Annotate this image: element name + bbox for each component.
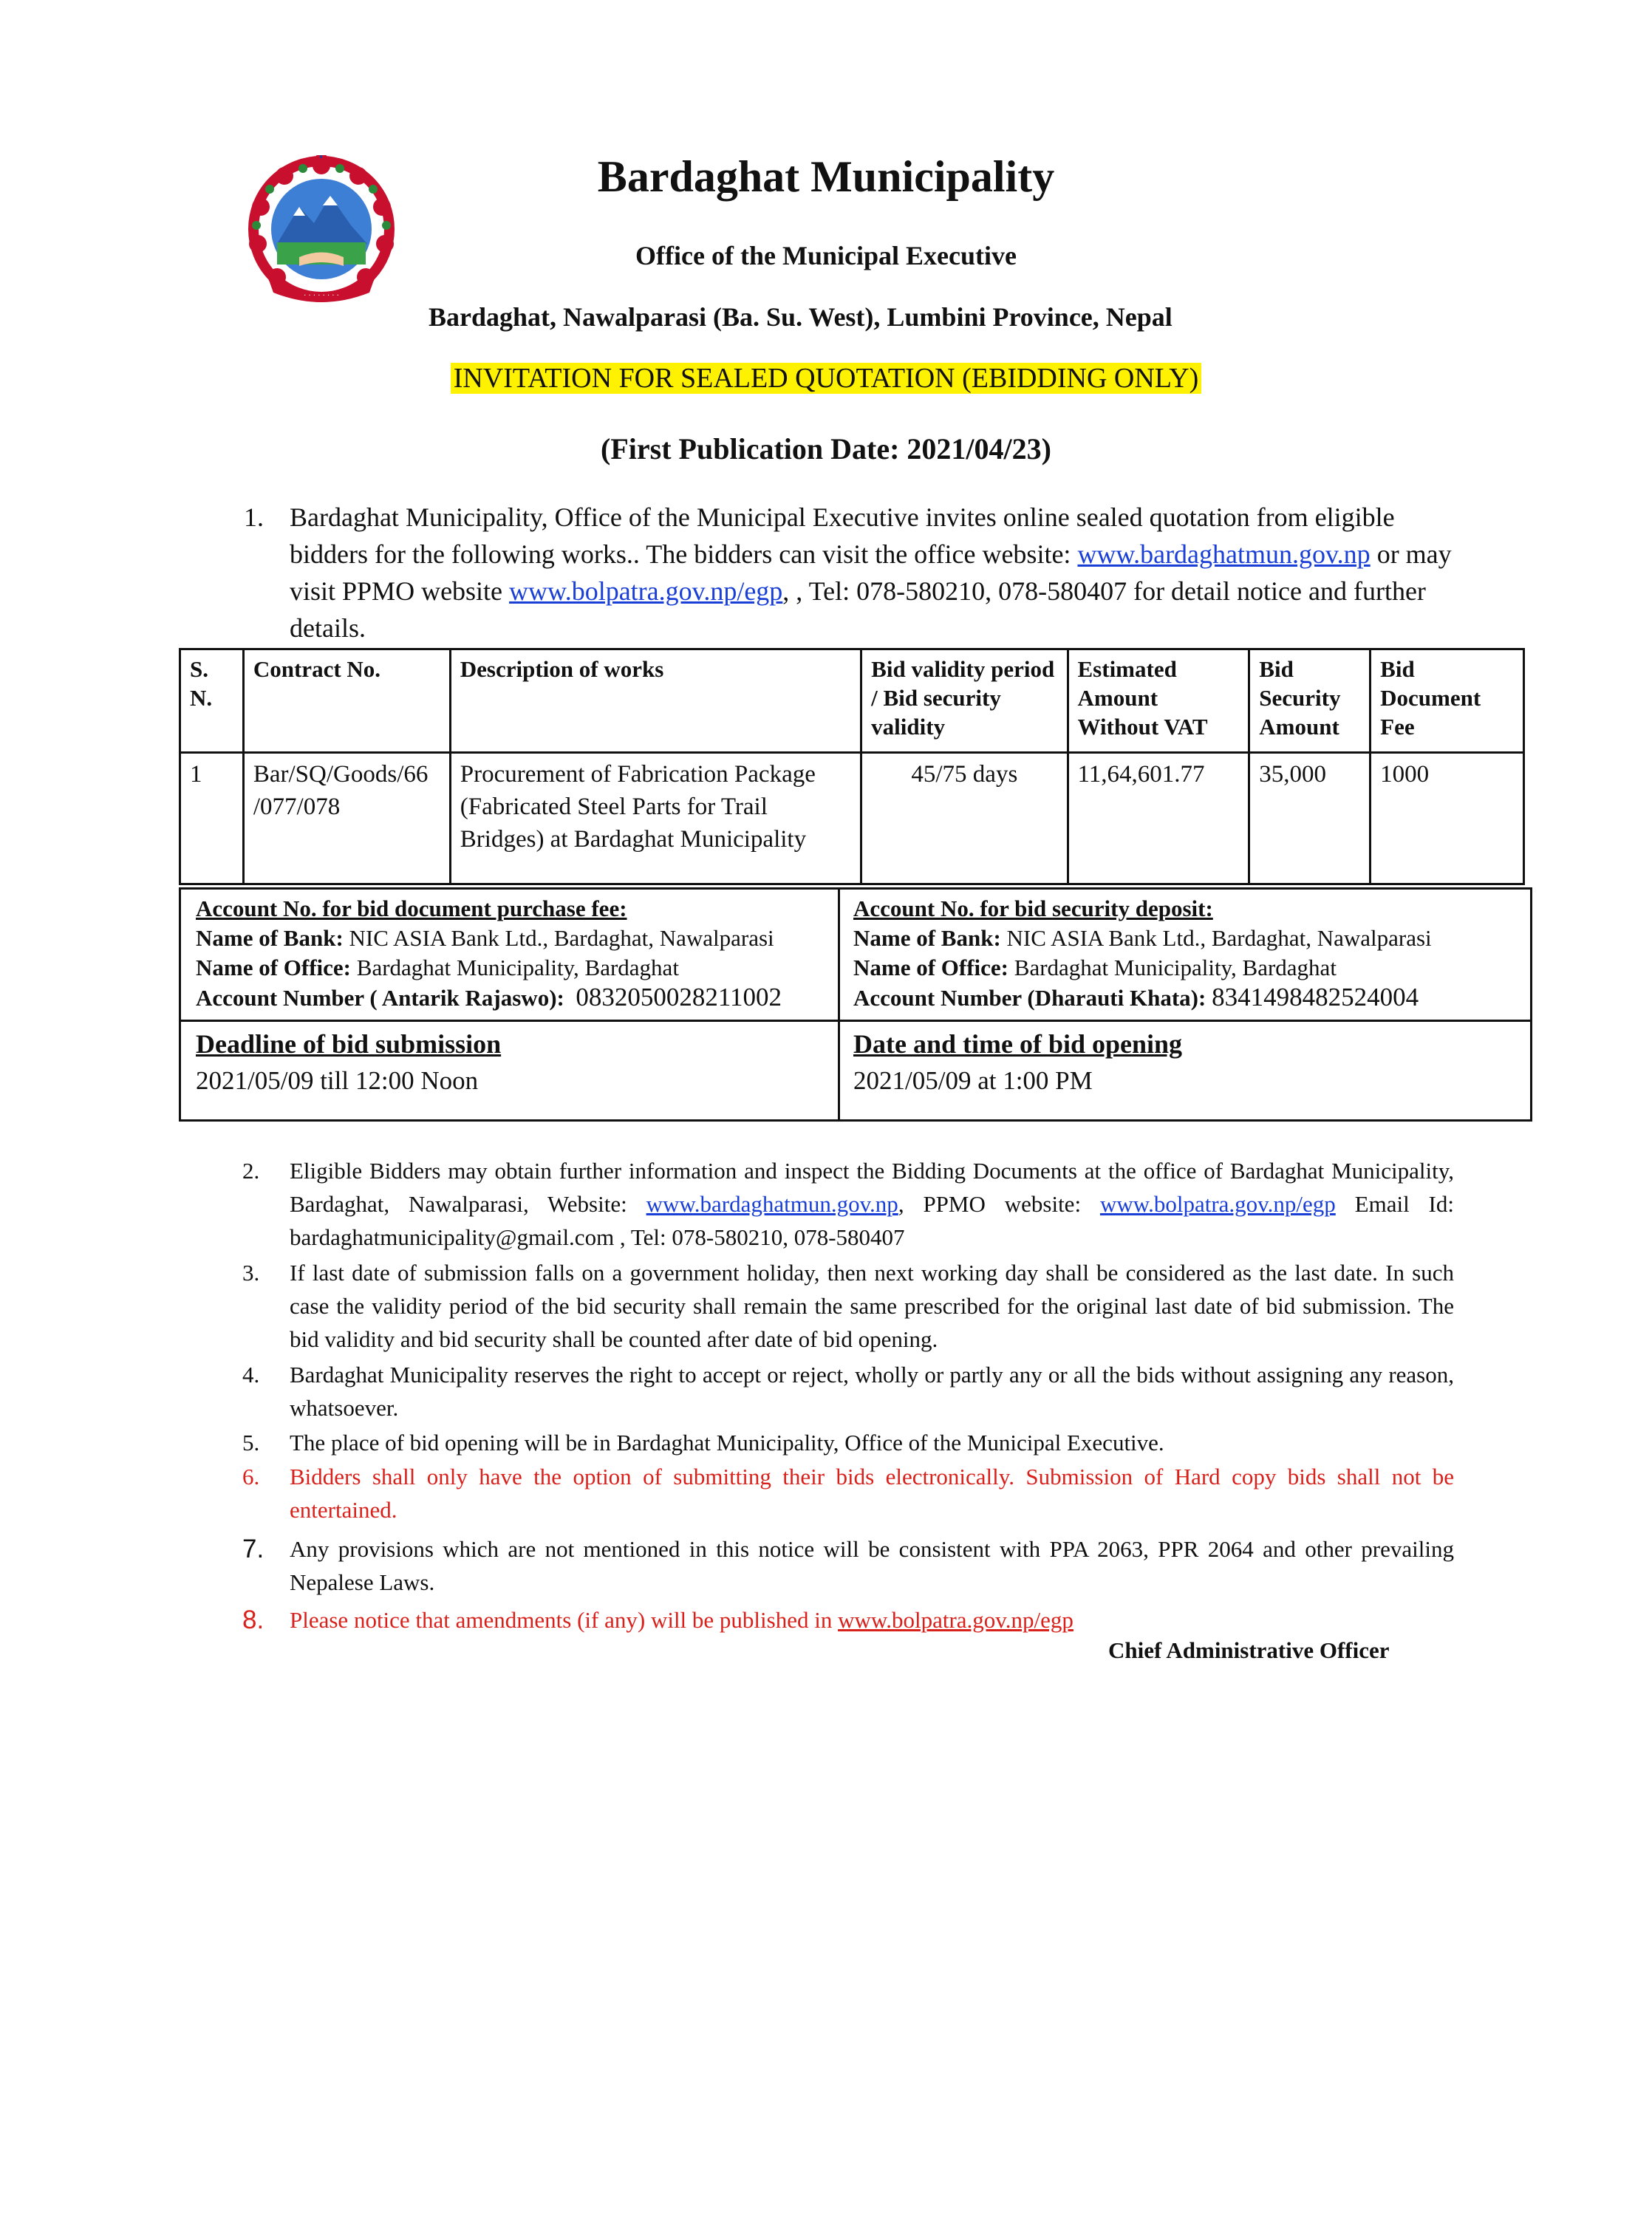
item-number: 2. [242, 1158, 260, 1184]
cell-description: Procurement of Fabrication Package (Fabricated Steel Parts for Trail Bridges) at Bardaghat Municipality [450, 753, 861, 884]
notice-item-8 [242, 1603, 1454, 1637]
header-validity: Bid validity period / Bid security validity [861, 649, 1068, 753]
opening-heading: Date and time of bid opening [853, 1029, 1183, 1059]
svg-text:. . . . . . . .: . . . . . . . . [304, 290, 339, 298]
invitation-heading [0, 362, 1652, 395]
table-row [180, 753, 1524, 884]
works-table [179, 648, 1525, 885]
publication-date: (First Publication Date: 2021/04/23) [601, 432, 1051, 465]
account-number: 8341498482524004 [1212, 983, 1419, 1011]
item-text [290, 1154, 1454, 1254]
ppmo-website-link[interactable]: www.bolpatra.gov.np/egp [509, 576, 783, 606]
value: NIC ASIA Bank Ltd., Bardaghat, Nawalparasi [1000, 925, 1432, 951]
item-text: Bardaghat Municipality reserves the right to accept or reject, wholly or partly any or all the bids without assigning any reason, whatsoever. [290, 1362, 1454, 1421]
account-number: 0832050028211002 [576, 983, 782, 1011]
org-title: Bardaghat Municipality [597, 152, 1055, 201]
cell-contract: Bar/SQ/Goods/66 /077/078 [243, 753, 450, 884]
item-text: The place of bid opening will be in Bardaghat Municipality, Office of the Municipal Executive. [290, 1430, 1164, 1456]
header-description: Description of works [450, 649, 861, 753]
fee-account-line [196, 983, 831, 1013]
security-account-line [853, 983, 1518, 1013]
signature-title: Chief Administrative Officer [1108, 1637, 1390, 1663]
text-segment: Email Id: bardaghatmunicipality@gmail.com , Tel: 078-580210, 078-580407 [290, 1191, 1454, 1250]
security-office-line [853, 953, 1518, 983]
item-number: 8. [242, 1606, 264, 1634]
item-text [290, 499, 1455, 646]
label: Name of Bank: [196, 925, 344, 951]
deadline-block [196, 1026, 831, 1099]
fee-account-block [196, 894, 831, 1013]
label: Name of Bank: [853, 925, 1001, 951]
office-website-link[interactable]: www.bardaghatmun.gov.np [646, 1191, 898, 1217]
deadline-value: 2021/05/09 till 12:00 Noon [196, 1066, 479, 1095]
table-header-row [180, 649, 1524, 753]
text-segment: Please notice that amendments (if any) will be published in [290, 1607, 839, 1633]
text-segment: , PPMO website: [898, 1191, 1100, 1217]
notice-item-6 [242, 1460, 1454, 1528]
office-address: Bardaghat, Nawalparasi (Ba. Su. West), Lumbini Province, Nepal [429, 302, 1173, 332]
fee-bank-line [196, 924, 831, 953]
cell-fee: 1000 [1371, 753, 1524, 884]
text-segment: or may visit PPMO website [290, 539, 1452, 606]
opening-value: 2021/05/09 at 1:00 PM [853, 1066, 1093, 1095]
item-number: 4. [242, 1362, 260, 1388]
security-bank-line [853, 924, 1518, 953]
opening-block [853, 1026, 1518, 1099]
notice-item-4 [242, 1358, 1454, 1426]
item-text: Bidders shall only have the option of submitting their bids electronically. Submission of Hard copy bids shall not be entertained. [290, 1464, 1454, 1523]
label: Name of Office: [853, 955, 1009, 980]
invitation-highlight: INVITATION FOR SEALED QUOTATION (EBIDDING ONLY) [451, 363, 1202, 394]
deadline-heading: Deadline of bid submission [196, 1029, 502, 1059]
security-account-block [853, 894, 1518, 1013]
account-details-box [179, 887, 1532, 1122]
header-contract: Contract No. [243, 649, 450, 753]
label: Name of Office: [196, 955, 352, 980]
fee-office-line [196, 953, 831, 983]
header-estimated: Estimated Amount Without VAT [1068, 649, 1249, 753]
text-segment: Eligible Bidders may obtain further information and inspect the Bidding Documents at the office of Bardaghat Municipality, Bardaghat, Nawalparasi, Website: [290, 1158, 1454, 1217]
text-segment: Bardaghat Municipality, Office of the Municipal Executive invites online sealed quotation from eligible bidders for the following works.. The bidders can visit the office website: [290, 502, 1395, 569]
divider [838, 890, 840, 1119]
ppmo-website-link[interactable]: www.bolpatra.gov.np/egp [1099, 1191, 1336, 1217]
cell-validity: 45/75 days [861, 753, 1068, 884]
divider [181, 1020, 1530, 1022]
notice-item-1 [244, 499, 1455, 646]
cell-estimated: 11,64,601.77 [1068, 753, 1249, 884]
label: Account Number ( Antarik Rajaswo): [196, 985, 564, 1011]
office-website-link[interactable]: www.bardaghatmun.gov.np [1077, 539, 1371, 569]
item-number: 7. [242, 1535, 264, 1563]
label: Account Number (Dharauti Khata): [853, 985, 1206, 1011]
item-number: 5. [242, 1430, 260, 1456]
item-number: 6. [242, 1464, 260, 1490]
value: NIC ASIA Bank Ltd., Bardaghat, Nawalparasi [343, 925, 774, 951]
item-number: 1. [244, 502, 264, 532]
item-text: If last date of submission falls on a government holiday, then next working day shall be considered as the last date. In such case the validity period of the bid security shall remain the same prescribed for the original last date of bid submission. The bid validity and bid security shall be counted after date of bid opening. [290, 1260, 1454, 1352]
value: Bardaghat Municipality, Bardaghat [351, 955, 679, 980]
cell-security: 35,000 [1249, 753, 1371, 884]
item-number: 3. [242, 1260, 260, 1286]
text-segment: , , Tel: 078-580210, 078-580407 for detail notice and further details. [290, 576, 1426, 643]
notice-item-5 [242, 1426, 1454, 1460]
header-fee: Bid Document Fee [1371, 649, 1524, 753]
item-text: Any provisions which are not mentioned in this notice will be consistent with PPA 2063, PPR 2064 and other prevailing Nepalese Laws. [290, 1536, 1454, 1595]
security-account-heading: Account No. for bid security deposit: [853, 895, 1213, 921]
notice-item-7 [242, 1532, 1454, 1600]
notice-item-2 [242, 1154, 1454, 1258]
item-text [290, 1603, 1454, 1637]
header-security: Bid Security Amount [1249, 649, 1371, 753]
ppmo-website-link[interactable]: www.bolpatra.gov.np/egp [838, 1607, 1074, 1633]
cell-sn: 1 [180, 753, 244, 884]
office-name: Office of the Municipal Executive [635, 241, 1017, 270]
fee-account-heading: Account No. for bid document purchase fee: [196, 895, 627, 921]
header-sn: S. N. [180, 649, 244, 753]
notice-item-3 [242, 1256, 1454, 1359]
value: Bardaghat Municipality, Bardaghat [1008, 955, 1337, 980]
